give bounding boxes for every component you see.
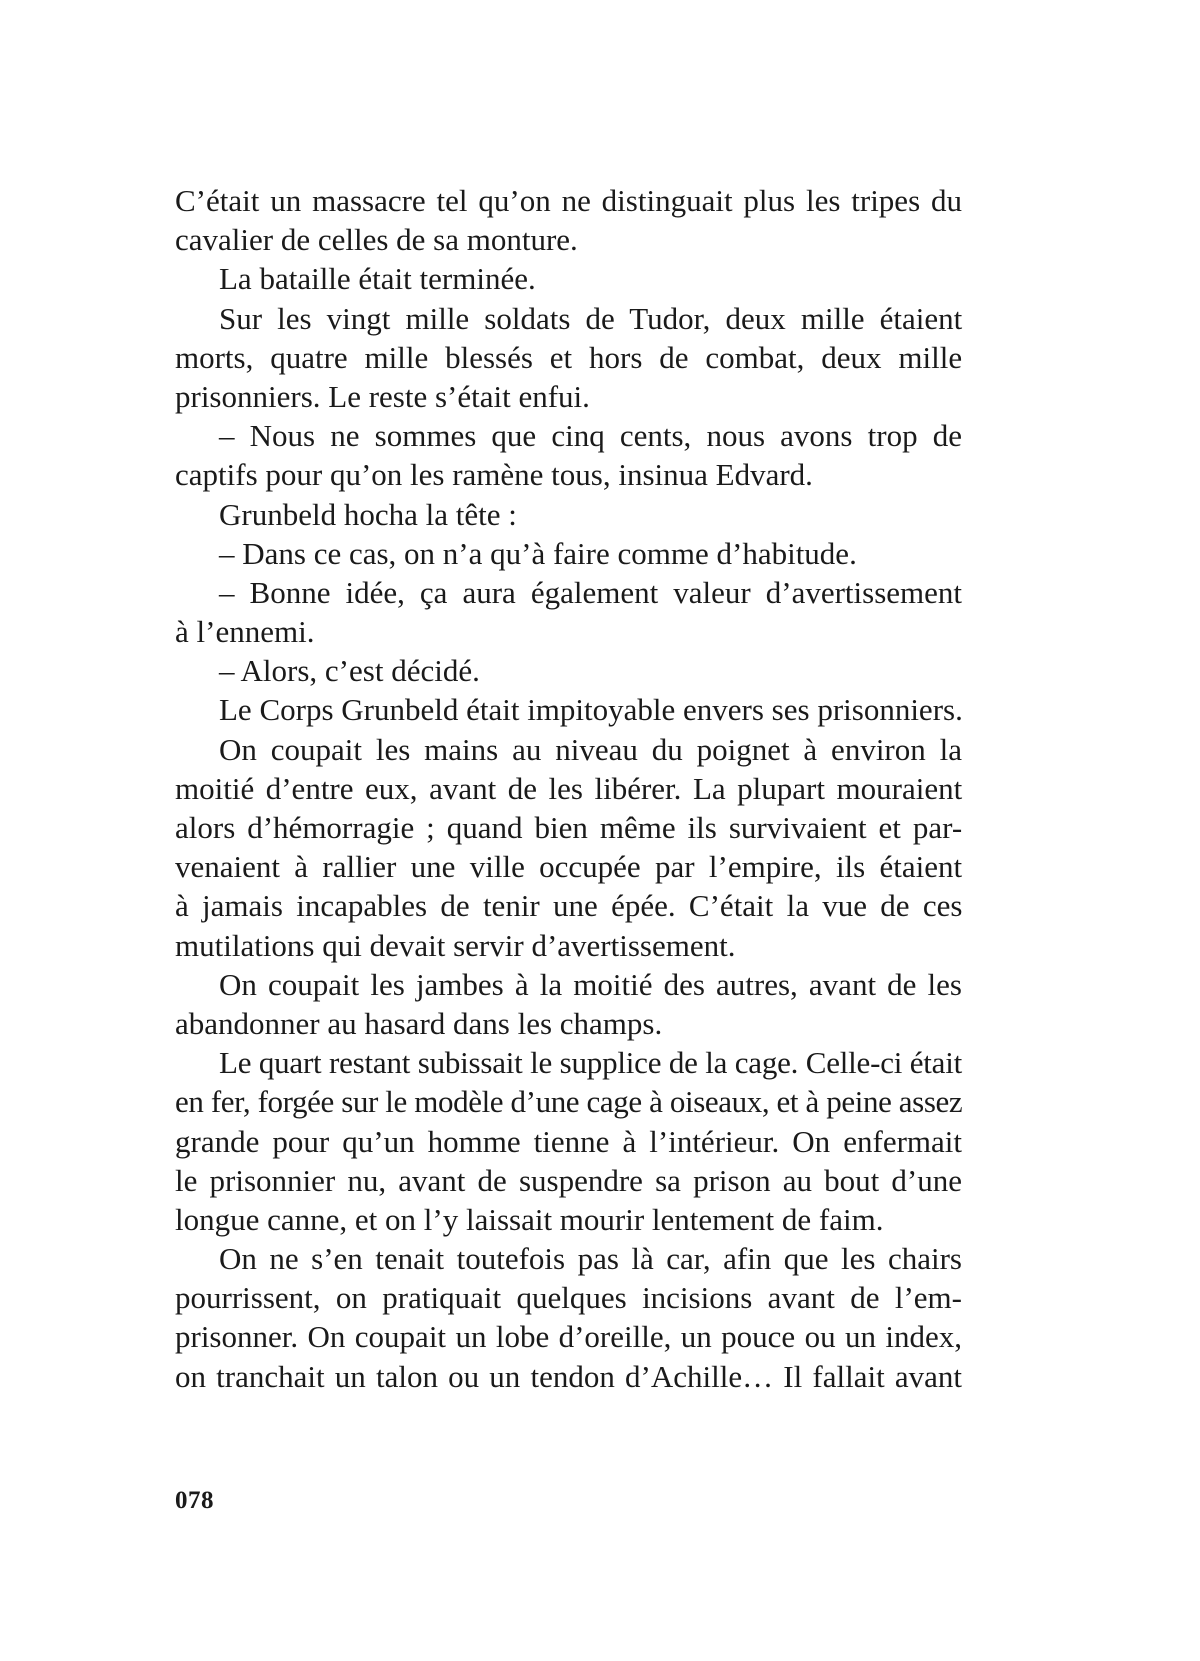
text-line: – Dans ce cas, on n’a qu’à faire comme d’habitude. bbox=[219, 535, 857, 571]
text-line: – Nous ne sommes que cinq cents, nous avons trop de bbox=[219, 418, 962, 454]
text-line: grande pour qu’un homme tienne à l’intérieur. On enfermait bbox=[175, 1123, 962, 1159]
text-line: captifs pour qu’on les ramène tous, insinua Edvard. bbox=[175, 457, 813, 493]
text-line: pourrissent, on pratiquait quelques incisions avant de l’em- bbox=[175, 1280, 962, 1316]
text-line: prisonner. On coupait un lobe d’oreille, un pouce ou un index, bbox=[175, 1319, 962, 1355]
page-number: 078 bbox=[175, 1487, 214, 1514]
text-line: On ne s’en tenait toutefois pas là car, afin que les chairs bbox=[219, 1241, 962, 1277]
text-line: On coupait les jambes à la moitié des autres, avant de les bbox=[219, 966, 962, 1002]
text-line: morts, quatre mille blessés et hors de combat, deux mille bbox=[175, 339, 963, 375]
text-line: Sur les vingt mille soldats de Tudor, deux mille étaient bbox=[219, 300, 963, 336]
text-line: venaient à rallier une ville occupée par l’empire, ils étaient bbox=[175, 849, 963, 885]
text-line: abandonner au hasard dans les champs. bbox=[175, 1005, 663, 1041]
text-line: alors d’hémorragie ; quand bien même ils survivaient et par- bbox=[175, 810, 963, 845]
text-line: longue canne, et on l’y laissait mourir lentement de faim. bbox=[175, 1201, 884, 1237]
page-body bbox=[175, 181, 962, 1396]
text-line: le prisonnier nu, avant de suspendre sa prison au bout d’une bbox=[175, 1162, 962, 1198]
text-line: Grunbeld hocha la tête : bbox=[219, 496, 517, 532]
text-line: Le Corps Grunbeld était impitoyable envers ses prisonniers. bbox=[219, 692, 963, 728]
text-line: prisonniers. Le reste s’était enfui. bbox=[175, 378, 590, 414]
text-line: à l’ennemi. bbox=[175, 614, 315, 650]
text-line: La bataille était terminée. bbox=[219, 261, 536, 297]
text-line: – Bonne idée, ça aura également valeur d’avertissement bbox=[219, 574, 963, 610]
text-line: moitié d’entre eux, avant de les libérer. La plupart mouraient bbox=[175, 770, 963, 806]
text-line: On coupait les mains au niveau du poignet à environ la bbox=[219, 731, 962, 767]
text-line: cavalier de celles de sa monture. bbox=[175, 222, 578, 258]
text-line: en fer, forgée sur le modèle d’une cage à oiseaux, et à peine assez bbox=[175, 1084, 963, 1120]
text-line: C’était un massacre tel qu’on ne distinguait plus les tripes du bbox=[175, 183, 962, 218]
text-line: on tranchait un talon ou un tendon d’Achille… Il fallait avant bbox=[175, 1358, 962, 1394]
text-line: Le quart restant subissait le supplice de la cage. Celle-ci était bbox=[219, 1045, 962, 1081]
text-line: – Alors, c’est décidé. bbox=[219, 653, 480, 689]
text-line: mutilations qui devait servir d’avertissement. bbox=[175, 927, 736, 963]
text-line: à jamais incapables de tenir une épée. C’était la vue de ces bbox=[175, 888, 963, 924]
